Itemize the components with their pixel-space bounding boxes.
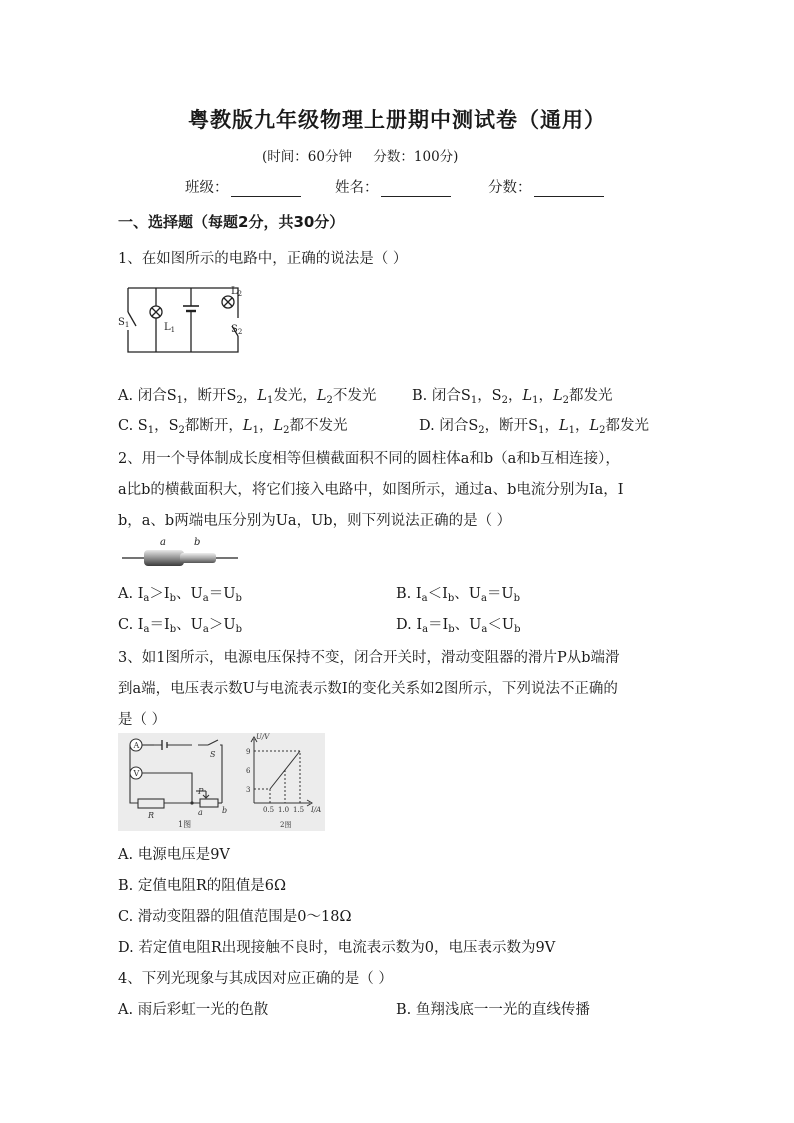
svg-text:1.5: 1.5 [293,806,305,814]
svg-text:9: 9 [246,748,251,756]
score-blank[interactable] [534,182,604,197]
svg-text:2图: 2图 [280,821,292,829]
q2-option-a[interactable]: A. $I_a>I_b$、$U_a=U_b$ [118,586,242,604]
svg-text:6: 6 [246,767,251,775]
q3-stem-line3: 是（ ） [118,712,167,728]
svg-text:R: R [148,811,155,820]
svg-text:a: a [198,808,203,817]
q4-stem: 4、下列光现象与其成因对应正确的是（ ） [118,971,393,987]
q1-label-s: S [118,317,125,328]
q4-option-a[interactable]: A. 雨后彩虹一光的色散 [118,1002,269,1018]
svg-text:V: V [133,769,140,778]
q4-option-b[interactable]: B. 鱼翔浅底一一光的直线传播 [396,1002,590,1018]
svg-text:L2: $L_2$ [231,286,243,298]
class-field [185,176,301,197]
q1-option-b[interactable]: B. 闭合$S_1$，$S_2$，$L_1$，$L_2$都发光 [412,388,613,406]
class-label: 班级： [185,180,229,196]
svg-text:a: a [160,537,166,548]
q2-stem-line2: a比b的横截面积大，将它们接入电路中，如图所示，通过a、b电流分别为Ia，I [118,482,624,498]
page-title: 粤教版九年级物理上册期中测试卷（通用） [188,108,606,132]
exam-time-score: (时间：60分钟 分数：100分) [262,149,459,165]
q3-stem-line2: 到a端，电压表示数U与电流表示数I的变化关系如2图所示，下列说法不正确的 [118,681,618,697]
name-label: 姓名： [335,180,379,196]
svg-text:3: 3 [246,786,251,794]
q1-option-a[interactable]: A. 闭合$S_1$，断开$S_2$，$L_1$发光，$L_2$不发光 [118,388,377,406]
name-blank[interactable] [381,182,451,197]
svg-text:A: A [133,741,140,750]
svg-text:b: b [222,806,228,815]
q1-option-d[interactable]: D. 闭合$S_2$，断开$S_1$，$L_1$，$L_2$都发光 [419,418,649,436]
q2-stem-line3: b，a、b两端电压分别为Ua，Ub，则下列说法正确的是（ ） [118,513,512,529]
q2-stem-line1: 2、用一个导体制成长度相等但横截面积不同的圆柱体a和b（a和b互相连接）， [118,451,620,467]
score-field [488,176,604,197]
q3-option-a[interactable]: A. 电源电压是9V [118,847,230,863]
svg-text:S: S [210,750,216,759]
svg-text:1.0: 1.0 [278,806,290,814]
svg-text:0.5: 0.5 [263,806,275,814]
svg-text:P: P [198,787,204,796]
q2-option-b[interactable]: B. $I_a<I_b$、$U_a=U_b$ [396,586,521,604]
q2-option-c[interactable]: C. $I_a=I_b$、$U_a>U_b$ [118,617,242,635]
name-field [335,176,451,197]
svg-text:I/A: I/A [311,806,322,814]
svg-text:1图: 1图 [178,820,192,829]
q2-option-d[interactable]: D. $I_a=I_b$、$U_a<U_b$ [396,617,521,635]
score-label: 分数： [488,180,532,196]
class-blank[interactable] [231,182,301,197]
q3-option-b[interactable]: B. 定值电阻R的阻值是6Ω [118,878,287,894]
svg-text:L1: $L_1$ [164,322,176,334]
q1-stem: 1、在如图所示的电路中，正确的说法是（ ） [118,251,408,267]
q2-conductor-figure [118,534,243,574]
q1-option-c[interactable]: C. $S_1$，$S_2$都断开，$L_1$，$L_2$都不发光 [118,418,348,436]
svg-text:b: b [194,537,201,548]
svg-text:U/V: U/V [256,733,270,741]
q1-circuit-figure [118,280,253,360]
q3-option-c[interactable]: C. 滑动变阻器的阻值范围是0～18Ω [118,909,352,925]
q3-stem-line1: 3、如1图所示，电源电压保持不变，闭合开关时，滑动变阻器的滑片P从b端滑 [118,650,620,666]
q3-figures [118,733,325,831]
svg-text:S1: $S_1$ [118,317,130,329]
section-heading: 一、选择题（每题2分，共30分） [118,213,345,231]
q3-option-d[interactable]: D. 若定值电阻R出现接触不良时，电流表示数为0，电压表示数为9V [118,940,556,956]
svg-text:S2: $S_2$ [231,324,243,336]
